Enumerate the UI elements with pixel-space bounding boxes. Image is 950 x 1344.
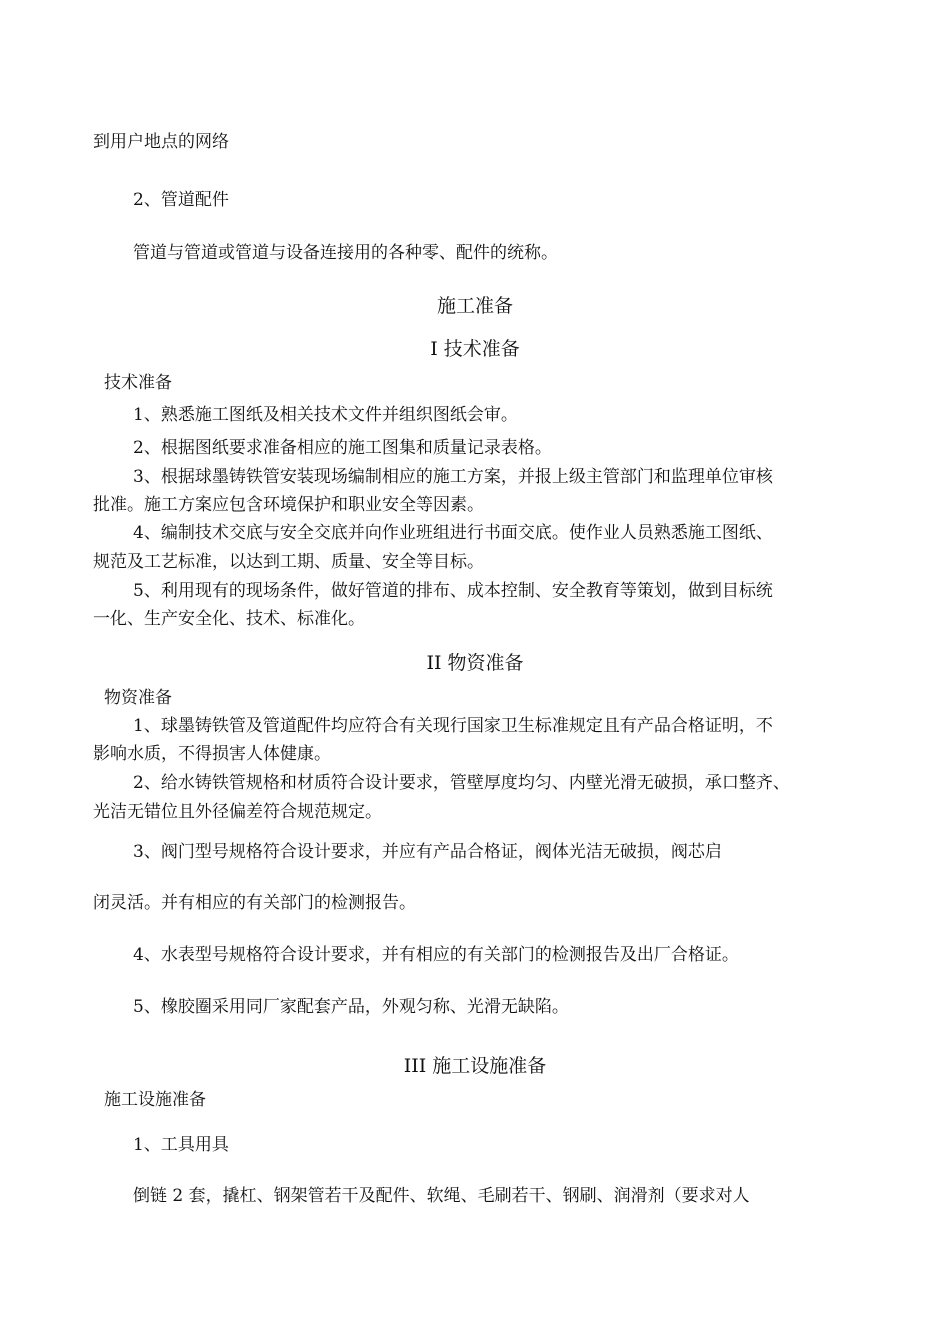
technical-item-4-line-1: 4、编制技术交底与安全交底并向作业班组进行书面交底。使作业人员熟悉施工图纸、 (133, 523, 773, 543)
technical-item-3-line-2: 批准。施工方案应包含环境保护和职业安全等因素。 (93, 495, 484, 515)
materials-prep-label: 物资准备 (104, 688, 172, 708)
materials-item-3-line-2: 闭灵活。并有相应的有关部门的检测报告。 (93, 893, 416, 913)
technical-item-4-line-2: 规范及工艺标准，以达到工期、质量、安全等目标。 (93, 552, 484, 572)
technical-item-5-line-2: 一化、生产安全化、技术、标准化。 (93, 609, 365, 629)
facilities-prep-heading: III 施工设施准备 (403, 1055, 547, 1077)
technical-item-3-line-1: 3、根据球墨铸铁管安装现场编制相应的施工方案，并报上级主管部门和监理单位审核 (133, 467, 773, 487)
tools-subheading: 1、工具用具 (133, 1135, 229, 1155)
intro-tail-text: 到用户地点的网络 (93, 132, 229, 152)
section-title: 施工准备 (436, 295, 513, 317)
materials-prep-heading: II 物资准备 (426, 652, 524, 674)
materials-item-4: 4、水表型号规格符合设计要求，并有相应的有关部门的检测报告及出厂合格证。 (133, 945, 739, 965)
technical-item-5-line-1: 5、利用现有的现场条件，做好管道的排布、成本控制、安全教育等策划，做到目标统 (133, 581, 773, 601)
materials-item-1-line-2: 影响水质，不得损害人体健康。 (93, 744, 331, 764)
materials-item-2-line-2: 光洁无错位且外径偏差符合规范规定。 (93, 802, 382, 822)
materials-item-1-line-1: 1、球墨铸铁管及管道配件均应符合有关现行国家卫生标准规定且有产品合格证明，不 (133, 716, 773, 736)
technical-item-1: 1、熟悉施工图纸及相关技术文件并组织图纸会审。 (133, 405, 518, 425)
technical-item-2: 2、根据图纸要求准备相应的施工图集和质量记录表格。 (133, 438, 552, 458)
fittings-definition: 管道与管道或管道与设备连接用的各种零、配件的统称。 (133, 243, 558, 263)
fittings-subheading: 2、管道配件 (133, 190, 229, 210)
technical-prep-label: 技术准备 (104, 373, 172, 393)
tools-list-line-1: 倒链 2 套，撬杠、钢架管若干及配件、软绳、毛刷若干、钢刷、润滑剂（要求对人 (133, 1186, 750, 1206)
facilities-prep-label: 施工设施准备 (104, 1090, 206, 1110)
materials-item-3-line-1: 3、阀门型号规格符合设计要求，并应有产品合格证，阀体光洁无破损，阀芯启 (133, 842, 722, 862)
technical-prep-heading: I 技术准备 (430, 338, 520, 360)
materials-item-2-line-1: 2、给水铸铁管规格和材质符合设计要求，管壁厚度均匀、内壁光滑无破损，承口整齐、 (133, 773, 790, 793)
materials-item-5: 5、橡胶圈采用同厂家配套产品，外观匀称、光滑无缺陷。 (133, 997, 569, 1017)
